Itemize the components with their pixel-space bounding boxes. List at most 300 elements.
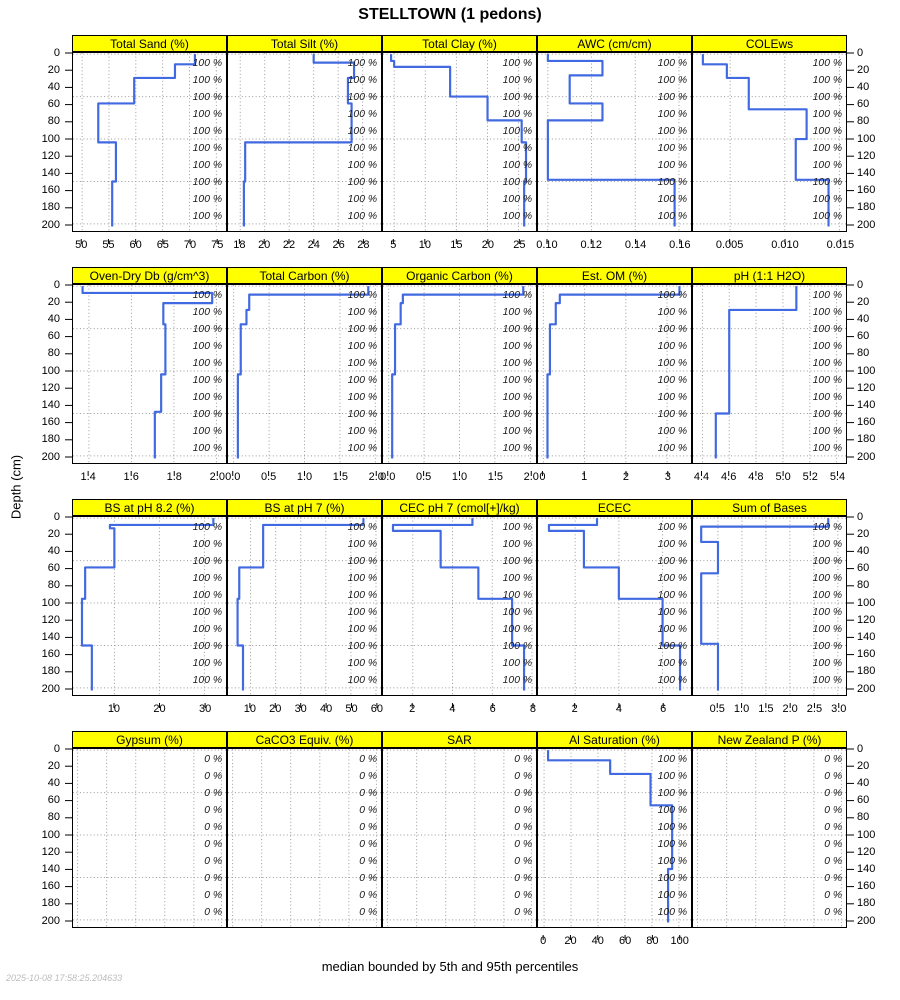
strip-label-est-om: Est. OM (%) — [581, 268, 648, 283]
x-tick-label: 100 — [670, 935, 689, 947]
pct-label: 100 % — [347, 210, 378, 222]
pct-label: 100 % — [502, 590, 533, 602]
depth-label-left: 200 — [41, 914, 60, 927]
pct-label: 100 % — [657, 889, 688, 901]
pct-label: 100 % — [192, 109, 223, 121]
strip-gypsum — [72, 731, 227, 748]
pct-label: 0 % — [359, 889, 378, 901]
pct-label: 100 % — [812, 442, 843, 454]
x-tick-label: 4.6 — [721, 471, 737, 483]
depth-label-right: 60 — [857, 794, 870, 807]
depth-label-left: 140 — [41, 166, 60, 179]
pct-label: 100 % — [502, 391, 533, 403]
x-tick-label: 30 — [294, 703, 307, 715]
depth-label-right: 60 — [857, 98, 870, 111]
pct-label: 100 % — [347, 425, 378, 437]
x-tick-label: 1.8 — [166, 471, 182, 483]
pct-label: 100 % — [192, 358, 223, 370]
pct-label: 100 % — [812, 75, 843, 87]
x-tick-label: 60 — [129, 239, 142, 251]
depth-label-right: 140 — [857, 862, 876, 875]
depth-label-right: 140 — [857, 398, 876, 411]
panel-new-zealand-p — [692, 748, 847, 928]
strip-new-zealand-p — [692, 731, 847, 748]
x-tick-label: 0.5 — [260, 471, 277, 483]
x-tick-label: 1.5 — [758, 703, 774, 715]
x-tick-label: 1.5 — [332, 471, 349, 483]
pct-label: 100 % — [192, 442, 223, 454]
pct-label: 100 % — [812, 522, 843, 534]
x-axis-total-carbon — [227, 464, 382, 470]
depth-label-left: 20 — [47, 759, 60, 772]
x-tick-label: 1.6 — [123, 471, 139, 483]
pct-label: 100 % — [657, 425, 688, 437]
pct-label: 100 % — [502, 193, 533, 205]
pct-label: 100 % — [812, 126, 843, 138]
pct-label: 100 % — [812, 425, 843, 437]
panel-colews — [692, 52, 847, 232]
x-tick-label: 50 — [345, 703, 358, 715]
strip-label-awc: AWC (cm/cm) — [577, 36, 652, 51]
pct-label: 100 % — [812, 159, 843, 171]
panel-total-silt — [227, 52, 382, 232]
panel-caco3-equiv — [227, 748, 382, 928]
gridlines — [693, 749, 846, 927]
pct-label: 100 % — [347, 442, 378, 454]
pct-label: 100 % — [347, 75, 378, 87]
depth-label-left: 180 — [41, 433, 60, 446]
x-axis-est-om — [537, 464, 692, 470]
depth-label-left: 100 — [41, 828, 60, 841]
x-tick-label: 2 — [409, 703, 416, 715]
depth-label-left: 20 — [47, 63, 60, 76]
pct-label: 0 % — [824, 822, 843, 834]
depth-label-right: 80 — [857, 811, 870, 824]
pct-label: 0 % — [359, 754, 378, 766]
pct-label: 0 % — [514, 771, 533, 783]
x-tick-label: 2.5 — [806, 703, 823, 715]
pct-label: 100 % — [657, 92, 688, 104]
pct-label: 100 % — [347, 159, 378, 171]
pct-label: 100 % — [812, 176, 843, 188]
panel-est-om — [537, 284, 692, 464]
x-tick-label: 10 — [243, 703, 256, 715]
pct-label: 0 % — [204, 788, 223, 800]
plot-sum-of-bases — [693, 517, 846, 695]
depth-axis — [63, 516, 72, 696]
pct-label: 100 % — [192, 391, 223, 403]
panel-gypsum — [72, 748, 227, 928]
pct-label: 100 % — [347, 358, 378, 370]
pct-label: 100 % — [347, 556, 378, 568]
plot-total-sand — [73, 53, 226, 231]
pct-label: 100 % — [657, 307, 688, 319]
pct-label: 0 % — [204, 889, 223, 901]
pct-label: 100 % — [347, 126, 378, 138]
pct-label: 100 % — [812, 640, 843, 652]
pct-label: 100 % — [812, 210, 843, 222]
pct-label: 100 % — [502, 408, 533, 420]
strip-total-silt — [227, 35, 382, 52]
depth-label-left: 140 — [41, 398, 60, 411]
panel-sum-of-bases — [692, 516, 847, 696]
x-axis-bs-ph-7 — [227, 696, 382, 702]
pct-label: 100 % — [502, 109, 533, 121]
strip-label-sum-of-bases: Sum of Bases — [732, 500, 807, 515]
pct-label: 0 % — [514, 855, 533, 867]
strip-label-total-sand: Total Sand (%) — [110, 36, 189, 51]
depth-label-left: 140 — [41, 862, 60, 875]
figure-caption: median bounded by 5th and 95th percentiles — [321, 959, 579, 974]
pct-label: 100 % — [657, 142, 688, 154]
pct-label: 100 % — [812, 657, 843, 669]
depth-label-right: 20 — [857, 527, 870, 540]
x-tick-label: 20 — [153, 703, 166, 715]
pct-label: 100 % — [192, 142, 223, 154]
pct-label: 0 % — [204, 838, 223, 850]
depth-label-left: 120 — [41, 845, 60, 858]
depth-label-right: 40 — [857, 312, 870, 325]
pct-label: 100 % — [347, 142, 378, 154]
x-tick-label: 0.10 — [536, 239, 558, 251]
pct-label: 100 % — [657, 754, 688, 766]
depth-label-left: 200 — [41, 218, 60, 231]
depth-label-left: 120 — [41, 613, 60, 626]
x-axis-sum-of-bases — [692, 696, 847, 702]
x-axis-bs-ph-82 — [72, 696, 227, 702]
pct-label: 100 % — [192, 590, 223, 602]
pct-label: 100 % — [192, 522, 223, 534]
x-tick-label: 2 — [571, 703, 578, 715]
depth-axis — [847, 284, 856, 464]
x-tick-label: 4.8 — [748, 471, 764, 483]
pct-label: 100 % — [192, 176, 223, 188]
pct-label: 100 % — [657, 539, 688, 551]
x-tick-label: 24 — [307, 239, 320, 251]
pct-label: 100 % — [657, 193, 688, 205]
pct-label: 100 % — [657, 872, 688, 884]
depth-label-left: 180 — [41, 897, 60, 910]
x-tick-label: 50 — [75, 239, 88, 251]
x-tick-label: 5 — [390, 239, 397, 251]
pct-label: 100 % — [192, 539, 223, 551]
depth-label-left: 180 — [41, 201, 60, 214]
pct-label: 100 % — [812, 590, 843, 602]
depth-label-right: 0 — [857, 510, 864, 523]
depth-label-right: 180 — [857, 897, 876, 910]
pct-label: 100 % — [347, 408, 378, 420]
pct-label: 100 % — [347, 307, 378, 319]
strip-sum-of-bases — [692, 499, 847, 516]
depth-label-right: 100 — [857, 596, 876, 609]
pct-label: 100 % — [347, 324, 378, 336]
pct-label: 0 % — [359, 838, 378, 850]
strip-awc — [537, 35, 692, 52]
x-tick-label: 0.16 — [669, 239, 691, 251]
x-tick-label: 0.14 — [624, 239, 647, 251]
pct-label: 100 % — [812, 358, 843, 370]
panel-ph-h2o — [692, 284, 847, 464]
depth-label-left: 40 — [47, 544, 60, 557]
plot-oven-dry-db — [73, 285, 226, 463]
pct-label: 0 % — [824, 838, 843, 850]
depth-label-right: 0 — [857, 742, 864, 755]
pct-label: 100 % — [192, 290, 223, 302]
depth-label-right: 100 — [857, 132, 876, 145]
x-axis-ecec — [537, 696, 692, 702]
profile-line-awc — [548, 54, 675, 226]
pct-label: 100 % — [657, 788, 688, 800]
strip-label-total-carbon: Total Carbon (%) — [259, 268, 350, 283]
x-tick-label: 1.4 — [80, 471, 96, 483]
x-tick-label: 0 — [539, 471, 546, 483]
x-tick-label: 0.005 — [715, 239, 744, 251]
x-tick-label: 15 — [450, 239, 463, 251]
strip-organic-carbon — [382, 267, 537, 284]
pct-label: 0 % — [359, 855, 378, 867]
pct-label: 100 % — [657, 290, 688, 302]
pct-label: 100 % — [657, 341, 688, 353]
right-depth-ticks-row2 — [847, 284, 856, 464]
x-tick-label: 3 — [664, 471, 671, 483]
pct-label: 100 % — [192, 159, 223, 171]
pct-label: 100 % — [657, 556, 688, 568]
depth-label-left: 0 — [53, 278, 60, 291]
x-tick-label: 20 — [258, 239, 271, 251]
strip-total-carbon — [227, 267, 382, 284]
pct-label: 0 % — [359, 771, 378, 783]
panel-total-carbon — [227, 284, 382, 464]
depth-label-right: 40 — [857, 776, 870, 789]
x-axis-total-sand — [72, 232, 227, 238]
pct-label: 0 % — [359, 788, 378, 800]
x-tick-label: 28 — [357, 239, 370, 251]
pct-label: 0 % — [359, 906, 378, 918]
pct-label: 100 % — [657, 822, 688, 834]
pct-label: 100 % — [502, 573, 533, 585]
pct-label: 100 % — [657, 374, 688, 386]
strip-label-ph-h2o: pH (1:1 H2O) — [733, 268, 806, 283]
pct-label: 0 % — [359, 872, 378, 884]
pct-label: 100 % — [502, 126, 533, 138]
pct-label: 100 % — [657, 522, 688, 534]
pct-label: 100 % — [657, 590, 688, 602]
depth-label-left: 180 — [41, 665, 60, 678]
strip-label-al-saturation: Al Saturation (%) — [569, 732, 660, 747]
strip-ecec — [537, 499, 692, 516]
strip-oven-dry-db — [72, 267, 227, 284]
pct-label: 100 % — [812, 391, 843, 403]
x-tick-label: 2.0 — [209, 471, 225, 483]
x-tick-label: 22 — [282, 239, 296, 251]
pct-label: 100 % — [657, 640, 688, 652]
pct-label: 0 % — [359, 805, 378, 817]
x-tick-label: 0.0 — [380, 471, 396, 483]
pct-label: 100 % — [657, 838, 688, 850]
x-tick-label: 2.0 — [368, 471, 384, 483]
strip-label-bs-ph-82: BS at pH 8.2 (%) — [104, 500, 195, 515]
x-tick-label: 2.0 — [523, 471, 539, 483]
depth-label-right: 120 — [857, 149, 876, 162]
x-tick-label: 60 — [370, 703, 384, 715]
strip-label-ecec: ECEC — [597, 500, 632, 515]
pct-label: 100 % — [502, 142, 533, 154]
panel-bs-ph-82 — [72, 516, 227, 696]
x-tick-label: 3.0 — [831, 703, 847, 715]
x-tick-label: 75 — [211, 239, 224, 251]
pct-label: 0 % — [204, 805, 223, 817]
strip-total-clay — [382, 35, 537, 52]
pct-label: 100 % — [192, 92, 223, 104]
pct-label: 100 % — [192, 573, 223, 585]
x-tick-label: 0.5 — [415, 471, 432, 483]
pct-label: 0 % — [514, 822, 533, 834]
depth-label-left: 60 — [47, 794, 60, 807]
pct-label: 100 % — [657, 805, 688, 817]
pct-label: 100 % — [502, 539, 533, 551]
depth-label-right: 120 — [857, 613, 876, 626]
pct-label: 100 % — [812, 674, 843, 686]
pct-label: 100 % — [812, 307, 843, 319]
pct-label: 100 % — [657, 623, 688, 635]
x-tick-label: 1.5 — [487, 471, 504, 483]
pct-label: 100 % — [812, 606, 843, 618]
depth-label-left: 100 — [41, 132, 60, 145]
plot-new-zealand-p — [693, 749, 846, 927]
pct-label: 0 % — [204, 855, 223, 867]
pct-label: 100 % — [192, 210, 223, 222]
panel-sar — [382, 748, 537, 928]
pct-label: 100 % — [502, 58, 533, 70]
strip-label-new-zealand-p: New Zealand P (%) — [717, 732, 822, 747]
pct-label: 100 % — [812, 374, 843, 386]
depth-label-right: 0 — [857, 278, 864, 291]
x-tick-label: 4 — [615, 703, 622, 715]
plot-total-clay — [383, 53, 536, 231]
strip-label-sar: SAR — [447, 732, 472, 747]
depth-label-right: 160 — [857, 416, 876, 429]
depth-label-left: 60 — [47, 330, 60, 343]
pct-label: 100 % — [502, 290, 533, 302]
page-title: STELLTOWN (1 pedons) — [358, 6, 542, 23]
pct-label: 100 % — [657, 391, 688, 403]
x-tick-label: 60 — [618, 935, 632, 947]
pct-label: 0 % — [514, 889, 533, 901]
x-tick-label: 20 — [481, 239, 494, 251]
pct-label: 100 % — [347, 374, 378, 386]
x-tick-label: 4 — [449, 703, 456, 715]
x-tick-label: 5.0 — [775, 471, 791, 483]
pct-label: 100 % — [347, 522, 378, 534]
pct-label: 100 % — [347, 657, 378, 669]
x-tick-label: 18 — [233, 239, 246, 251]
profile-line-sum-of-bases — [701, 518, 828, 690]
pct-label: 100 % — [192, 75, 223, 87]
pct-label: 100 % — [502, 92, 533, 104]
depth-axis — [63, 748, 72, 928]
pct-label: 100 % — [657, 855, 688, 867]
pct-label: 100 % — [502, 674, 533, 686]
depth-label-left: 20 — [47, 295, 60, 308]
pct-label: 100 % — [347, 539, 378, 551]
depth-label-left: 160 — [41, 416, 60, 429]
pct-label: 100 % — [502, 341, 533, 353]
pct-label: 100 % — [347, 640, 378, 652]
timestamp: 2025-10-08 17:58:25.204633 — [6, 973, 123, 983]
pct-label: 100 % — [347, 193, 378, 205]
x-tick-label: 1 — [581, 471, 588, 483]
pct-label: 0 % — [514, 906, 533, 918]
x-tick-label: 0.0 — [225, 471, 241, 483]
pct-label: 100 % — [502, 425, 533, 437]
pct-label: 100 % — [502, 606, 533, 618]
pct-label: 100 % — [502, 75, 533, 87]
pct-label: 0 % — [204, 822, 223, 834]
pct-label: 100 % — [347, 290, 378, 302]
x-tick-label: 1.0 — [451, 471, 468, 483]
pct-label: 100 % — [192, 556, 223, 568]
x-tick-label: 4.4 — [693, 471, 710, 483]
strip-label-caco3-equiv: CaCO3 Equiv. (%) — [255, 732, 354, 747]
plot-organic-carbon — [383, 285, 536, 463]
x-tick-label: 0.010 — [771, 239, 799, 251]
x-tick-label: 20 — [269, 703, 282, 715]
pct-label: 100 % — [502, 324, 533, 336]
x-axis-oven-dry-db — [72, 464, 227, 470]
depth-label-right: 140 — [857, 630, 876, 643]
depth-label-right: 80 — [857, 115, 870, 128]
pct-label: 100 % — [812, 142, 843, 154]
depth-label-right: 40 — [857, 544, 870, 557]
pct-label: 100 % — [192, 126, 223, 138]
pct-label: 0 % — [824, 855, 843, 867]
pct-label: 100 % — [502, 556, 533, 568]
depth-label-left: 100 — [41, 596, 60, 609]
pct-label: 100 % — [657, 159, 688, 171]
depth-label-left: 100 — [41, 364, 60, 377]
panel-al-saturation — [537, 748, 692, 928]
depth-label-right: 200 — [857, 682, 876, 695]
pct-label: 100 % — [502, 640, 533, 652]
pct-label: 100 % — [192, 324, 223, 336]
pct-label: 100 % — [502, 657, 533, 669]
strip-label-gypsum: Gypsum (%) — [116, 732, 183, 747]
pct-label: 100 % — [347, 573, 378, 585]
x-axis-ph-h2o — [692, 464, 847, 470]
x-tick-label: 2 — [622, 471, 630, 483]
x-tick-label: 70 — [183, 239, 197, 251]
pct-label: 100 % — [812, 341, 843, 353]
depth-label-left: 80 — [47, 347, 60, 360]
pct-label: 100 % — [657, 358, 688, 370]
plot-bs-ph-82 — [73, 517, 226, 695]
gridlines — [228, 749, 381, 927]
pct-label: 100 % — [347, 590, 378, 602]
depth-label-right: 20 — [857, 759, 870, 772]
plot-colews — [693, 53, 846, 231]
panel-cec-ph-7 — [382, 516, 537, 696]
left-depth-ticks-row2 — [63, 284, 72, 464]
x-tick-label: 6 — [660, 703, 667, 715]
pct-label: 100 % — [812, 324, 843, 336]
plot-est-om — [538, 285, 691, 463]
x-tick-label: 1.0 — [733, 703, 750, 715]
profile-line-al-saturation — [548, 750, 672, 922]
pct-label: 100 % — [657, 606, 688, 618]
pct-label: 100 % — [502, 522, 533, 534]
pct-label: 100 % — [192, 58, 223, 70]
pct-label: 0 % — [824, 872, 843, 884]
